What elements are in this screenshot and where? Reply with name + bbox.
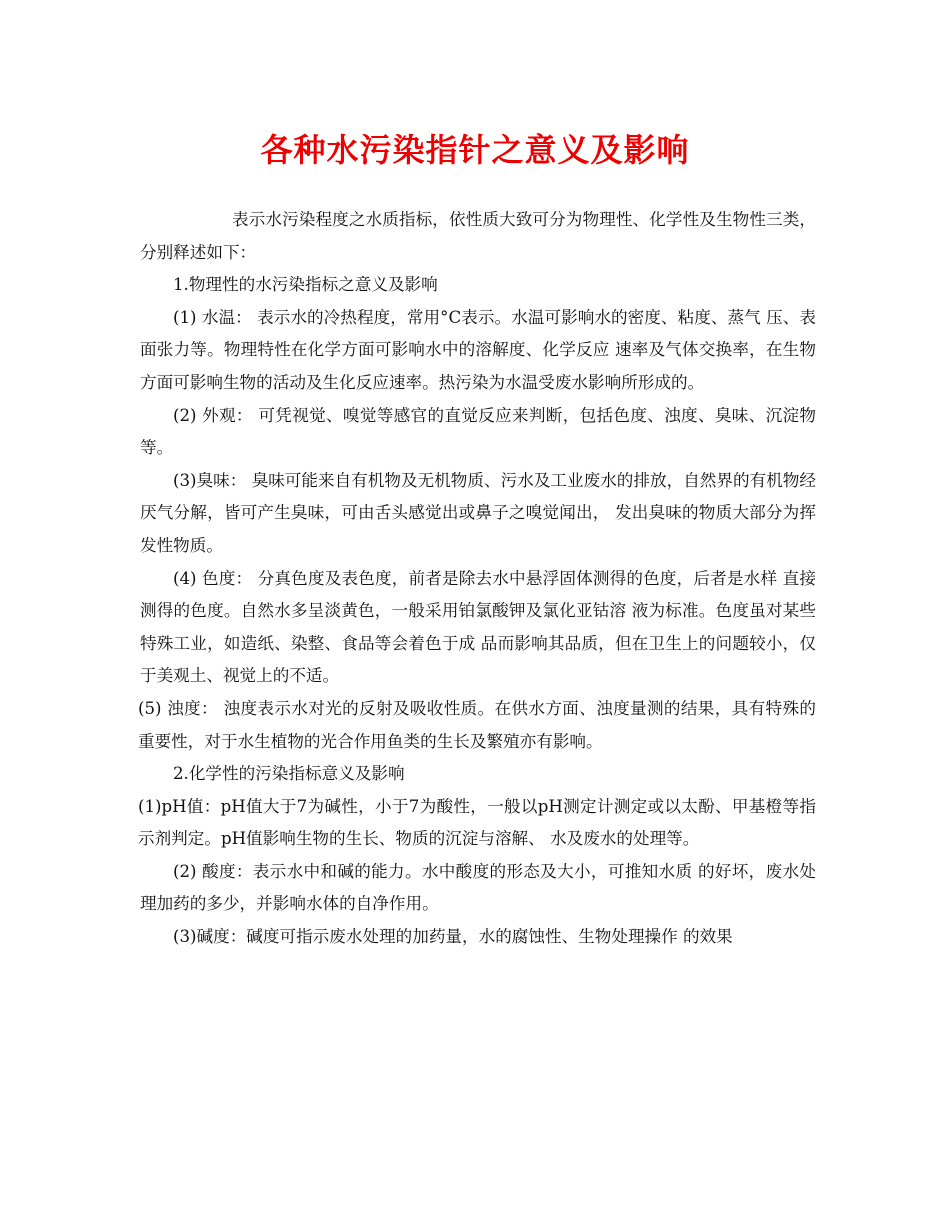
paragraph-appearance: (2) 外观： 可凭视觉、嗅觉等感官的直觉反应来判断，包括色度、浊度、臭味、沉淀物等。 xyxy=(140,405,816,458)
paragraph-acidity: (2) 酸度：表示水中和碱的能力。水中酸度的形态及大小，可推知水质 的好坏，废水处理加药的多少，并影响水体的自净作用。 xyxy=(140,861,816,914)
paragraph-water-temperature: (1) 水温： 表示水的冷热程度，常用°C表示。水温可影响水的密度、粘度、蒸气 压、表面张力等。物理特性在化学方面可影响水中的溶解度、化学反应 速率及气体交换率，在生物方面可影响生物的活动及生化反应速率。热污染为水温受废水影响所形成的。 xyxy=(140,307,816,392)
document-title: 各种水污染指针之意义及影响 xyxy=(260,131,690,169)
paragraph-ph: (1)pH值：pH值大于7为碱性，小于7为酸性，一般以pH测定计测定或以太酚、甲基橙等指示剂判定。pH值影响生物的生长、物质的沉淀与溶解、 水及废水的处理等。 xyxy=(138,796,816,849)
document-body xyxy=(140,204,816,954)
section-heading-chemical: 2.化学性的污染指标意义及影响 xyxy=(173,764,405,784)
paragraph-odor: (3)臭味： 臭味可能来自有机物及无机物质、污水及工业废水的排放，自然界的有机物经厌气分解，皆可产生臭味，可由舌头感觉出或鼻子之嗅觉闻出， 发出臭味的物质大部分为挥发性物质。 xyxy=(140,470,816,555)
section-heading-physical: 1.物理性的水污染指标之意义及影响 xyxy=(173,275,438,295)
paragraph-turbidity: (5) 浊度： 浊度表示水对光的反射及吸收性质。在供水方面、浊度量测的结果，具有特殊的重要性，对于水生植物的光合作用鱼类的生长及繁殖亦有影响。 xyxy=(138,698,816,751)
intro-paragraph: 表示水污染程度之水质指标，依性质大致可分为物理性、化学性及生物性三类，分别释述如下： xyxy=(140,210,816,262)
paragraph-alkalinity: (3)碱度：碱度可指示废水处理的加药量，水的腐蚀性、生物处理操作 的效果 xyxy=(173,927,733,947)
paragraph-color: (4) 色度： 分真色度及表色度，前者是除去水中悬浮固体测得的色度，后者是水样 直接测得的色度。自然水多呈淡黄色，一般采用铂氯酸钾及氯化亚钴溶 液为标准。色度虽对某些特殊工业，如造纸、染整、食品等会着色于成 品而影响其品质，但在卫生上的问题较小，仅于美观土、视觉上的不适。 xyxy=(140,568,816,686)
